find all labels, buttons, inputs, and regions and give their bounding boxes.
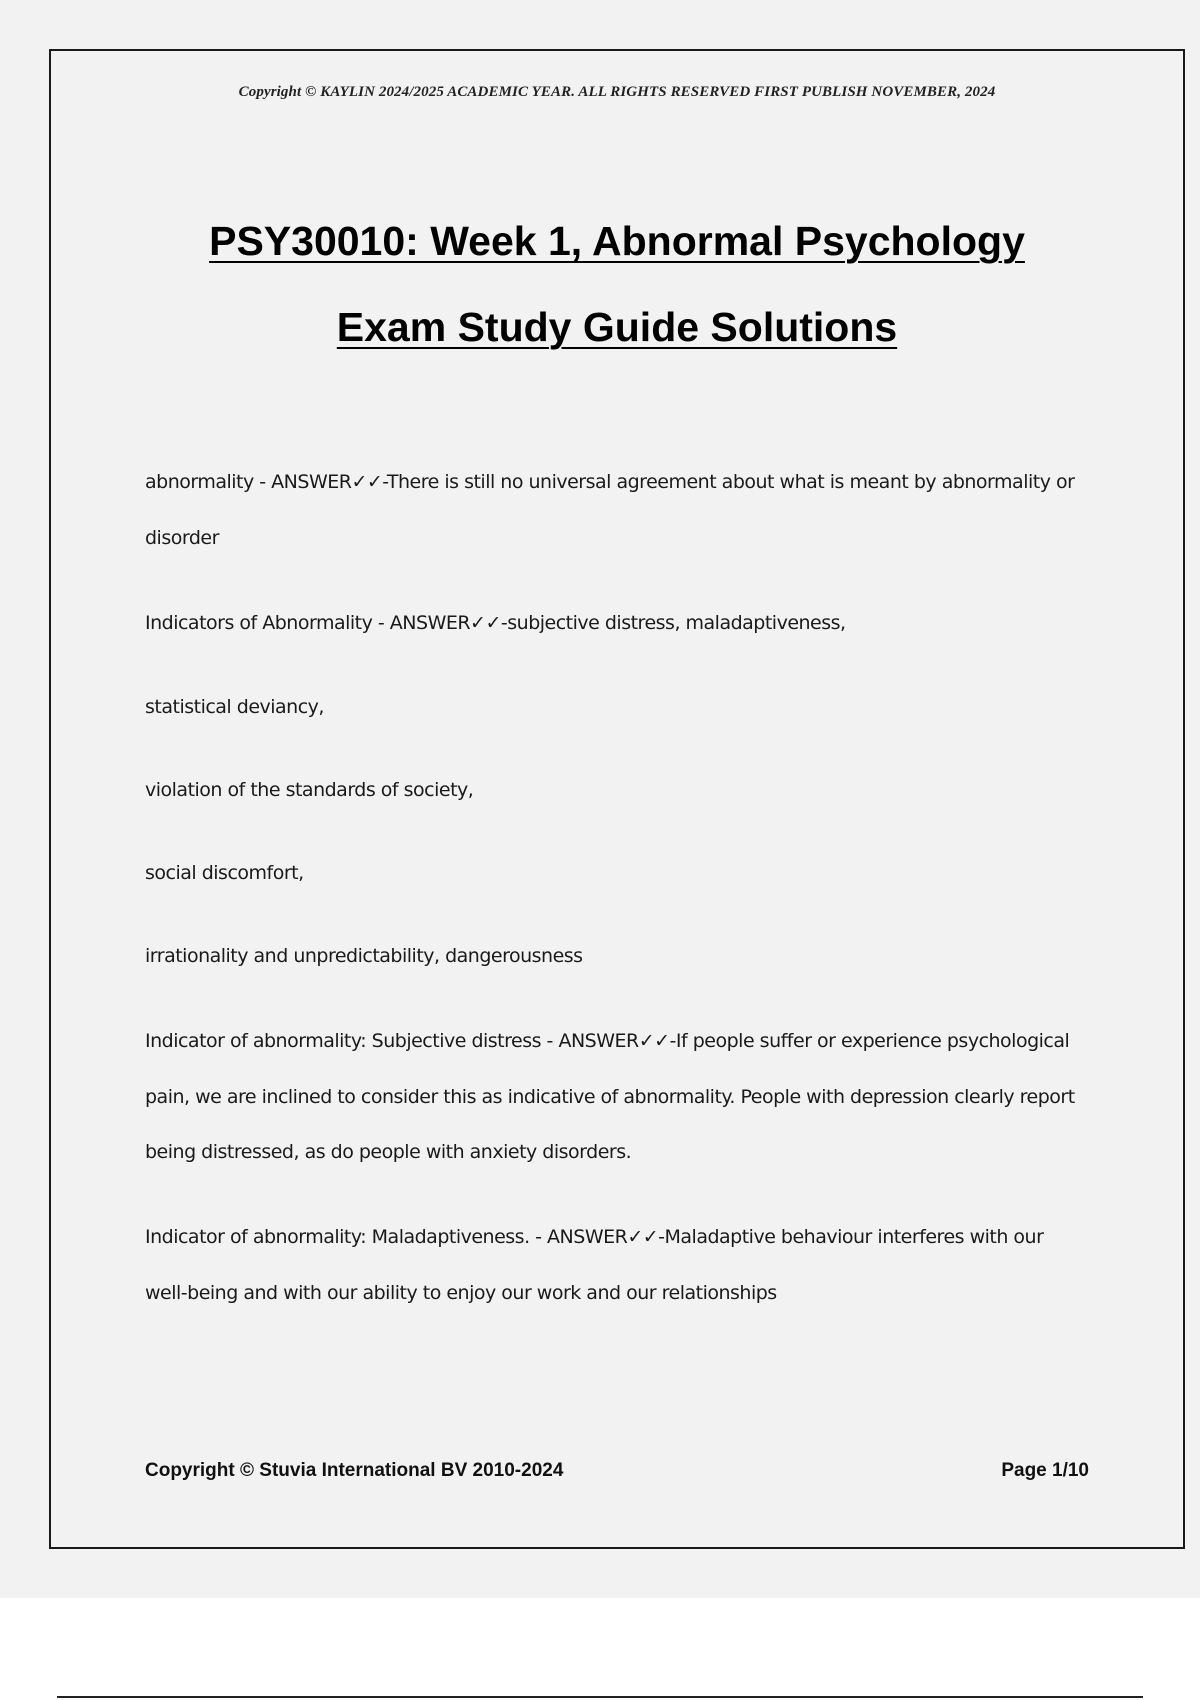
document-title-line-2: Exam Study Guide Solutions (336, 304, 898, 350)
body-line: social discomfort, (145, 862, 304, 884)
body-line: being distressed, as do people with anxiety disorders. (145, 1141, 632, 1163)
next-page-divider (57, 1696, 1143, 1698)
body-line: Indicator of abnormality: Maladaptiveness. - ANSWER✓✓-Maladaptive behaviour interferes with our (145, 1226, 1044, 1248)
body-line: Indicator of abnormality: Subjective distress - ANSWER✓✓-If people suffer or experience psychological (145, 1030, 1070, 1052)
body-line: pain, we are inclined to consider this as indicative of abnormality. People with depression clearly report (145, 1086, 1075, 1108)
body-line: abnormality - ANSWER✓✓-There is still no universal agreement about what is meant by abnormality or (145, 471, 1075, 493)
footer-copyright: Copyright © Stuvia International BV 2010-2024 (145, 1460, 564, 1481)
body-line: statistical deviancy, (145, 696, 324, 718)
header-copyright: Copyright © KAYLIN 2024/2025 ACADEMIC YEAR. ALL RIGHTS RESERVED FIRST PUBLISH NOVEMBER, 2024 (238, 84, 996, 100)
page-number: Page 1/10 (1001, 1460, 1089, 1481)
body-line: violation of the standards of society, (145, 779, 474, 801)
body-line: well-being and with our ability to enjoy our work and our relationships (145, 1282, 777, 1304)
body-line: disorder (145, 527, 219, 549)
document-title-line-1: PSY30010: Week 1, Abnormal Psychology (209, 218, 1025, 264)
body-line: Indicators of Abnormality - ANSWER✓✓-subjective distress, maladaptiveness, (145, 612, 846, 634)
body-line: irrationality and unpredictability, dangerousness (145, 945, 583, 967)
